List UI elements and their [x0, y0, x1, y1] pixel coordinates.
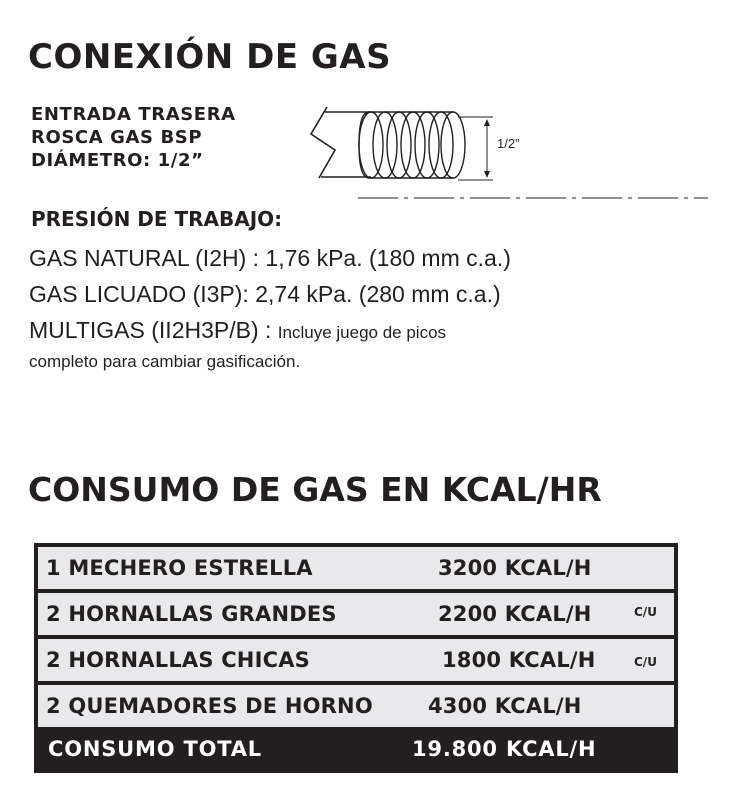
row-suffix: C/U [634, 605, 657, 619]
section-title-conexion: CONEXIÓN DE GAS [28, 37, 392, 77]
spec-line: DIÁMETRO: 1/2” [31, 150, 204, 171]
row-value: 3200 KCAL/H [438, 556, 592, 580]
consumption-table [34, 543, 678, 773]
table-row [38, 547, 674, 589]
row-item: 2 QUEMADORES DE HORNO [46, 694, 373, 718]
multigas-label: MULTIGAS (II2H3P/B) : [29, 317, 278, 343]
row-item: 1 MECHERO ESTRELLA [46, 556, 313, 580]
total-label: CONSUMO TOTAL [48, 737, 262, 761]
table-row [38, 685, 674, 727]
spec-line: ENTRADA TRASERA [31, 104, 236, 125]
total-row [34, 727, 678, 773]
threaded-pipe-diagram [303, 100, 713, 204]
pressure-line-multigas [29, 312, 511, 348]
pressure-title: PRESIÓN DE TRABAJO: [31, 207, 283, 231]
row-value: 1800 KCAL/H [442, 648, 596, 672]
section-title-consumo: CONSUMO DE GAS EN KCAL/HR [28, 470, 602, 509]
row-item: 2 HORNALLAS GRANDES [46, 602, 337, 626]
spec-line: ROSCA GAS BSP [31, 127, 203, 148]
row-value: 2200 KCAL/H [438, 602, 592, 626]
row-suffix: C/U [634, 655, 657, 669]
dimension-label: 1/2” [497, 136, 520, 151]
pressure-line-licuado: GAS LICUADO (I3P): 2,74 kPa. (280 mm c.a.) [29, 281, 501, 307]
multigas-note: Incluye juego de picos [277, 323, 447, 342]
total-value: 19.800 KCAL/H [412, 737, 597, 761]
row-item: 2 HORNALLAS CHICAS [46, 648, 310, 672]
connection-spec [31, 104, 236, 173]
pressure-list [29, 240, 511, 384]
table-row [38, 593, 674, 635]
pressure-line-natural: GAS NATURAL (I2H) : 1,76 kPa. (180 mm c.a.) [29, 245, 511, 271]
row-value: 4300 KCAL/H [428, 694, 582, 718]
table-row [38, 639, 674, 681]
multigas-note-continued: completo para cambiar gasificación. [29, 352, 301, 371]
